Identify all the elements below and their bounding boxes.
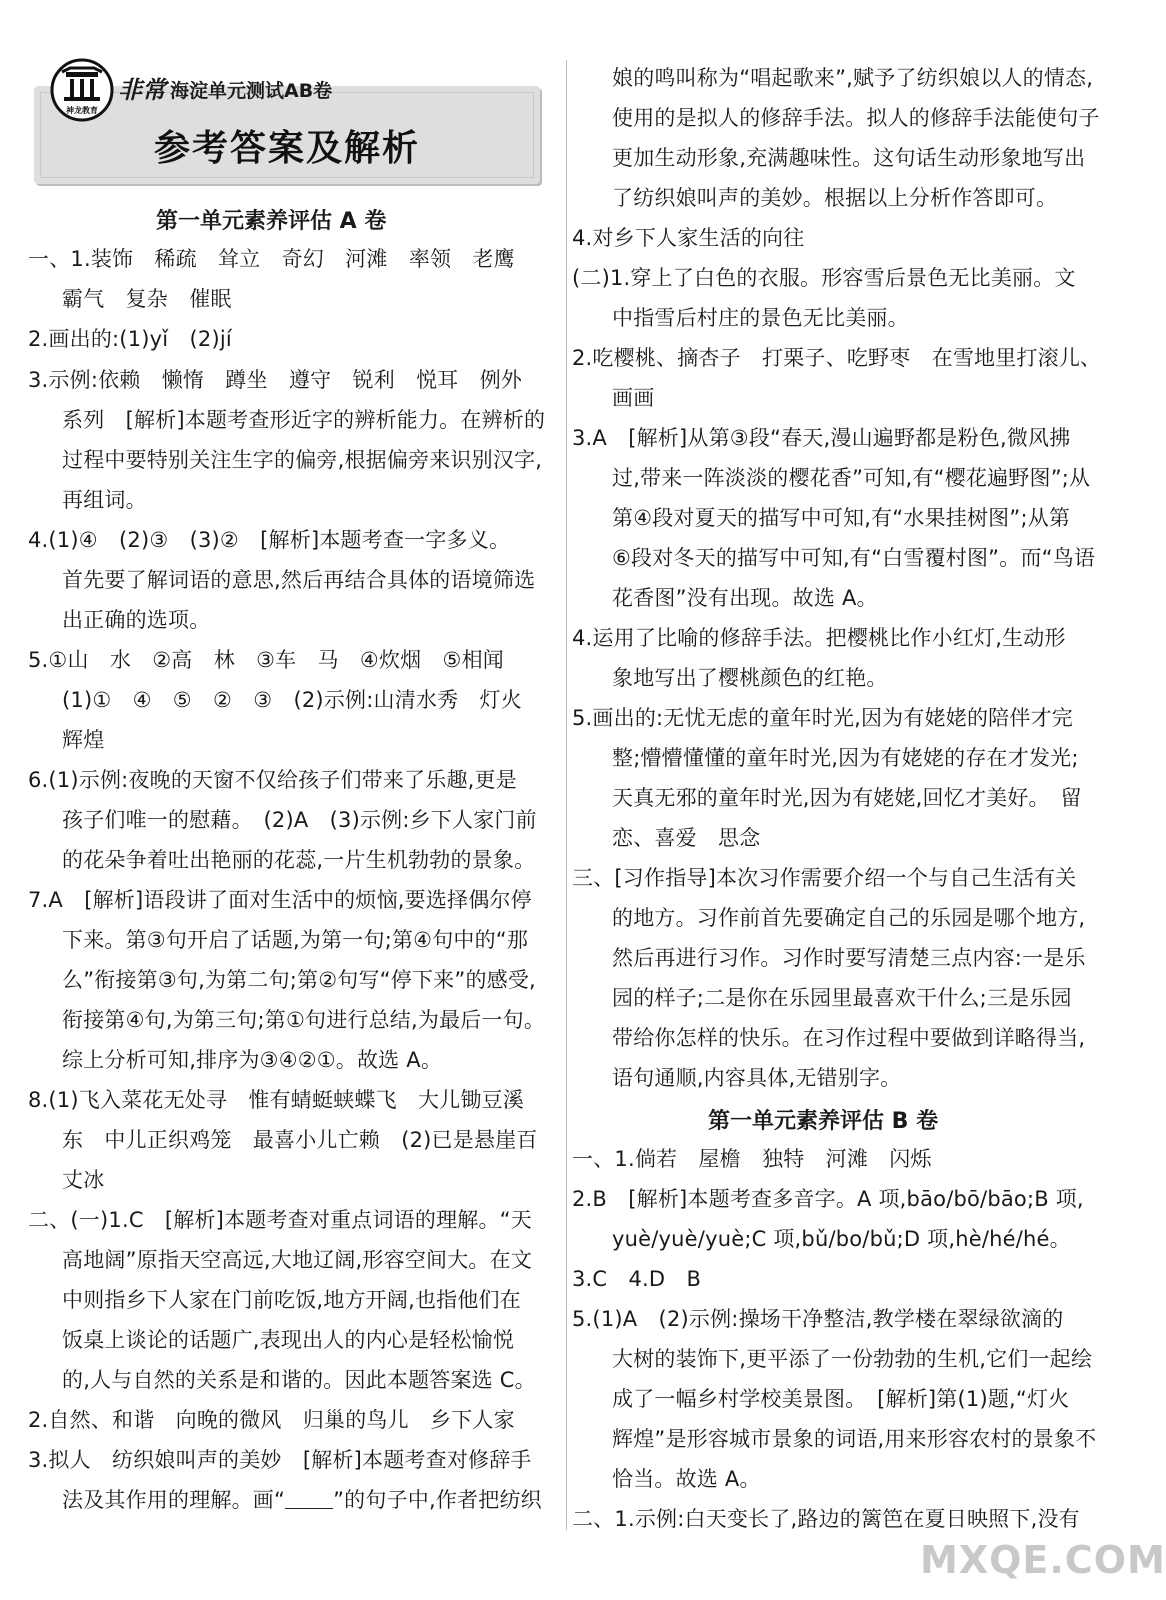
answer-line: 恋、喜爱 思念	[612, 826, 761, 850]
answer-line: 下来。第③句开启了话题,为第一句;第④句中的“那	[62, 928, 529, 952]
answer-line: 一、1.倘若 屋檐 独特 河滩 闪烁	[572, 1147, 932, 1171]
answer-line: 衔接第④句,为第三句;第①句进行总结,为最后一句。	[62, 1008, 546, 1032]
answer-line: 花香图”没有出现。故选 A。	[612, 586, 878, 610]
answer-line: 2.吃樱桃、摘杏子 打栗子、吃野枣 在雪地里打滚儿、	[572, 346, 1102, 370]
answer-line: ⑥段对冬天的描写中可知,有“白雪覆村图”。而“鸟语	[612, 546, 1096, 570]
answer-line: 一、1.装饰 稀疏 耸立 奇幻 河滩 率领 老鹰	[28, 247, 515, 271]
answer-line: 二、1.示例:白天变长了,路边的篱笆在夏日映照下,没有	[572, 1507, 1080, 1531]
answer-line: 使用的是拟人的修辞手法。拟人的修辞手法能使句子	[612, 106, 1100, 130]
answer-line: (1)① ④ ⑤ ② ③ (2)示例:山清水秀 灯火	[62, 688, 522, 712]
answer-line: 3.A [解析]从第③段“春天,漫山遍野都是粉色,微风拂	[572, 426, 1071, 450]
answer-line: 综上分析可知,排序为③④②①。故选 A。	[62, 1048, 443, 1072]
answer-line: 更加生动形象,充满趣味性。这句话生动形象地写出	[612, 146, 1086, 170]
answer-line: 东 中儿正织鸡笼 最喜小儿亡赖 (2)已是悬崖百	[62, 1128, 538, 1152]
answer-line: 5.(1)A (2)示例:操场干净整洁,教学楼在翠绿欲滴的	[572, 1307, 1064, 1331]
answer-line: 丈冰	[62, 1168, 105, 1192]
answer-line: 过程中要特别关注生字的偏旁,根据偏旁来识别汉字,	[62, 448, 543, 472]
watermark: MXQE.COM	[920, 1538, 1166, 1582]
answer-line: 4.运用了比喻的修辞手法。把樱桃比作小红灯,生动形	[572, 626, 1066, 650]
answer-line: 2.画出的:(1)yǐ (2)jí	[28, 327, 232, 351]
answer-line: 7.A [解析]语段讲了面对生活中的烦恼,要选择偶尔停	[28, 888, 532, 912]
answer-line: 3.拟人 纺织娘叫声的美妙 [解析]本题考查对修辞手	[28, 1448, 532, 1472]
underline-blank	[285, 1488, 333, 1509]
answer-line: 5.①山 水 ②高 林 ③车 马 ④炊烟 ⑤相闻	[28, 648, 504, 672]
answer-line: 娘的鸣叫称为“唱起歌来”,赋予了纺织娘以人的情态,	[612, 66, 1094, 90]
publisher-logo-icon	[50, 58, 114, 122]
answer-line: 再组词。	[62, 488, 147, 512]
answer-line: 2.B [解析]本题考查多音字。A 项,bāo/bō/bāo;B 项,	[572, 1187, 1084, 1211]
section-title-b: 第一单元素养评估 B 卷	[708, 1109, 939, 1134]
answer-line: 象地写出了樱桃颜色的红艳。	[612, 666, 888, 690]
answer-line: 2.自然、和谐 向晚的微风 归巢的鸟儿 乡下人家	[28, 1408, 515, 1432]
answer-line: 8.(1)飞入菜花无处寻 惟有蜻蜓蛱蝶飞 大儿锄豆溪	[28, 1088, 524, 1112]
answer-line: 画画	[612, 386, 655, 410]
answer-line: 高地阔”原指天空高远,大地辽阔,形容空间大。在文	[62, 1248, 533, 1272]
answer-line: 中指雪后村庄的景色无比美丽。	[612, 306, 909, 330]
answer-line: 出正确的选项。	[62, 608, 211, 632]
answer-line: yuè/yuè/yuè;C 项,bǔ/bo/bǔ;D 项,hè/hé/hé。	[612, 1227, 1071, 1251]
answer-line: 过,带来一阵淡淡的樱花香”可知,有“樱花遍野图”;从	[612, 466, 1091, 490]
column-divider	[566, 60, 567, 1530]
answer-line: 4.对乡下人家生活的向往	[572, 226, 805, 250]
answer-line: 园的样子;二是你在乐园里最喜欢干什么;三是乐园	[612, 986, 1072, 1010]
answer-text: 法及其作用的理解。画“	[62, 1488, 286, 1512]
answer-line: 首先要了解词语的意思,然后再结合具体的语境筛选	[62, 568, 536, 592]
answer-line: 二、(一)1.C [解析]本题考查对重点词语的理解。“天	[28, 1208, 532, 1232]
answer-line: 三、[习作指导]本次习作需要介绍一个与自己生活有关	[572, 866, 1077, 890]
answer-line: 的,人与自然的关系是和谐的。因此本题答案选 C。	[62, 1368, 536, 1392]
answer-line: 4.(1)④ (2)③ (3)② [解析]本题考查一字多义。	[28, 528, 511, 552]
answer-line: 大树的装饰下,更平添了一份勃勃的生机,它们一起绘	[612, 1347, 1093, 1371]
answer-line: 然后再进行习作。习作时要写清楚三点内容:一是乐	[612, 946, 1086, 970]
answer-line: (二)1.穿上了白色的衣服。形容雪后景色无比美丽。文	[572, 266, 1076, 290]
answer-line: 饭桌上谈论的话题广,表现出人的内心是轻松愉悦	[62, 1328, 515, 1352]
answer-line: 成了一幅乡村学校美景图。 [解析]第(1)题,“灯火	[612, 1387, 1070, 1411]
logo-text: 神龙教育	[66, 106, 98, 115]
answer-line-underline	[62, 1486, 542, 1514]
answer-text: ”的句子中,作者把纺织	[333, 1488, 542, 1512]
answer-line: 天真无邪的童年时光,因为有姥姥,回忆才美好。 留	[612, 786, 1082, 810]
answer-line: 6.(1)示例:夜晚的天窗不仅给孩子们带来了乐趣,更是	[28, 768, 517, 792]
answer-line: 中则指乡下人家在门前吃饭,地方开阔,也指他们在	[62, 1288, 521, 1312]
answer-line: 孩子们唯一的慰藉。 (2)A (3)示例:乡下人家门前	[62, 808, 537, 832]
page-title: 参考答案及解析	[153, 128, 420, 169]
answer-line: 的花朵争着吐出艳丽的花蕊,一片生机勃勃的景象。	[62, 848, 536, 872]
answer-line: 辉煌	[62, 728, 105, 752]
brand-subtitle: 海淀单元测试AB卷	[170, 80, 333, 102]
answer-line: 霸气 复杂 催眠	[62, 287, 232, 311]
answer-line: 了纺织娘叫声的美妙。根据以上分析作答即可。	[612, 186, 1058, 210]
answer-line: 5.画出的:无忧无虑的童年时光,因为有姥姥的陪伴才完	[572, 706, 1073, 730]
answer-line: 么”衔接第③句,为第二句;第②句写“停下来”的感受,	[62, 968, 536, 992]
answer-line: 系列 [解析]本题考查形近字的辨析能力。在辨析的	[62, 408, 546, 432]
answer-line: 带给你怎样的快乐。在习作过程中要做到详略得当,	[612, 1026, 1086, 1050]
answer-line: 3.示例:依赖 懒惰 蹲坐 遵守 锐利 悦耳 例外	[28, 368, 523, 392]
answer-line: 辉煌”是形容城市景象的词语,用来形容农村的景象不	[612, 1427, 1097, 1451]
answer-line: 的地方。习作前首先要确定自己的乐园是哪个地方,	[612, 906, 1086, 930]
answer-line: 第④段对夏天的描写中可知,有“水果挂树图”;从第	[612, 506, 1071, 530]
answer-line: 整;懵懵懂懂的童年时光,因为有姥姥的存在才发光;	[612, 746, 1079, 770]
brand-script: 非常	[118, 75, 166, 104]
answer-line: 3.C 4.D B	[572, 1267, 702, 1291]
answer-line: 语句通顺,内容具体,无错别字。	[612, 1066, 902, 1090]
section-title-a: 第一单元素养评估 A 卷	[156, 209, 387, 234]
answer-line: 恰当。故选 A。	[612, 1467, 761, 1491]
